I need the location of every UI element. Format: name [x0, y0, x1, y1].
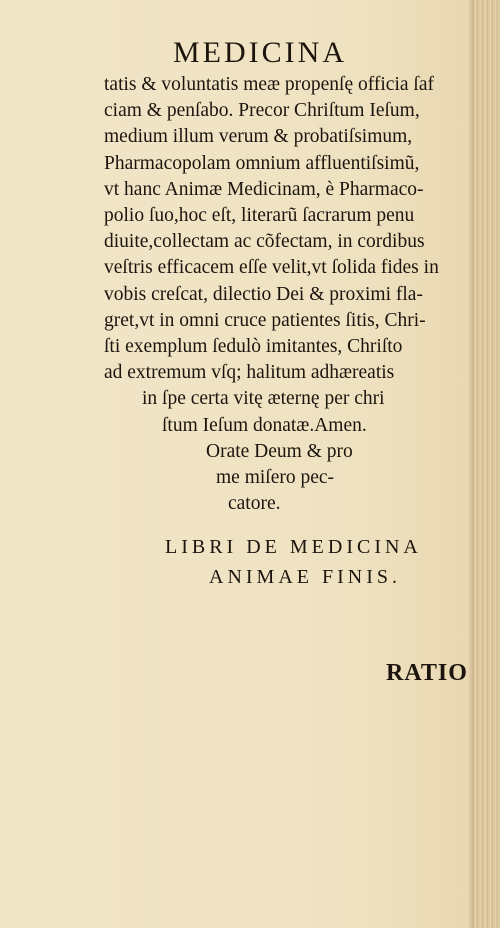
colophon	[165, 532, 465, 592]
running-head: MEDICINA	[173, 36, 347, 69]
text-line: in ſpe certa vitę æternę per chri	[142, 388, 385, 410]
text-line: me miſero pec-	[216, 467, 335, 489]
text-line: diuite,collectam ac cõfectam, in cordibus	[104, 231, 425, 253]
text-line: ſtum Ieſum donatæ.Amen.	[162, 414, 367, 436]
text-line: tatis & voluntatis meæ propenſę officia ſaf	[104, 74, 434, 95]
text-line: Orate Deum & pro	[206, 440, 353, 462]
colophon-line-2: ANIMAE FINIS.	[209, 566, 401, 588]
text-line: polio ſuo,hoc eſt, literarũ ſacrarum penu	[104, 205, 415, 227]
text-line: vt hanc Animæ Medicinam, è Pharmaco-	[104, 178, 424, 200]
text-line: catore.	[228, 493, 281, 515]
text-line: vobis creſcat, dilectio Dei & proximi fla-	[104, 283, 423, 305]
text-line: ad extremum vſq; halitum adhæreatis	[104, 362, 395, 384]
catchword: RATIO	[386, 660, 468, 686]
text-line: gret,vt in omni cruce patientes ſitis, Chri-	[104, 309, 426, 331]
text-line: ciam & penſabo. Precor Chriſtum Ieſum,	[104, 100, 420, 122]
colophon-line-1: LIBRI DE MEDICINA	[165, 536, 422, 558]
text-line: ſti exemplum ſedulò imitantes, Chriſto	[104, 336, 403, 358]
body-text	[104, 72, 484, 517]
text-line: medium illum verum & probatiſsimum,	[104, 126, 413, 148]
text-line: veſtris efficacem eſſe velit,vt ſolida fides in	[104, 257, 439, 279]
text-line: Pharmacopolam omnium affluentiſsimũ,	[104, 152, 420, 174]
